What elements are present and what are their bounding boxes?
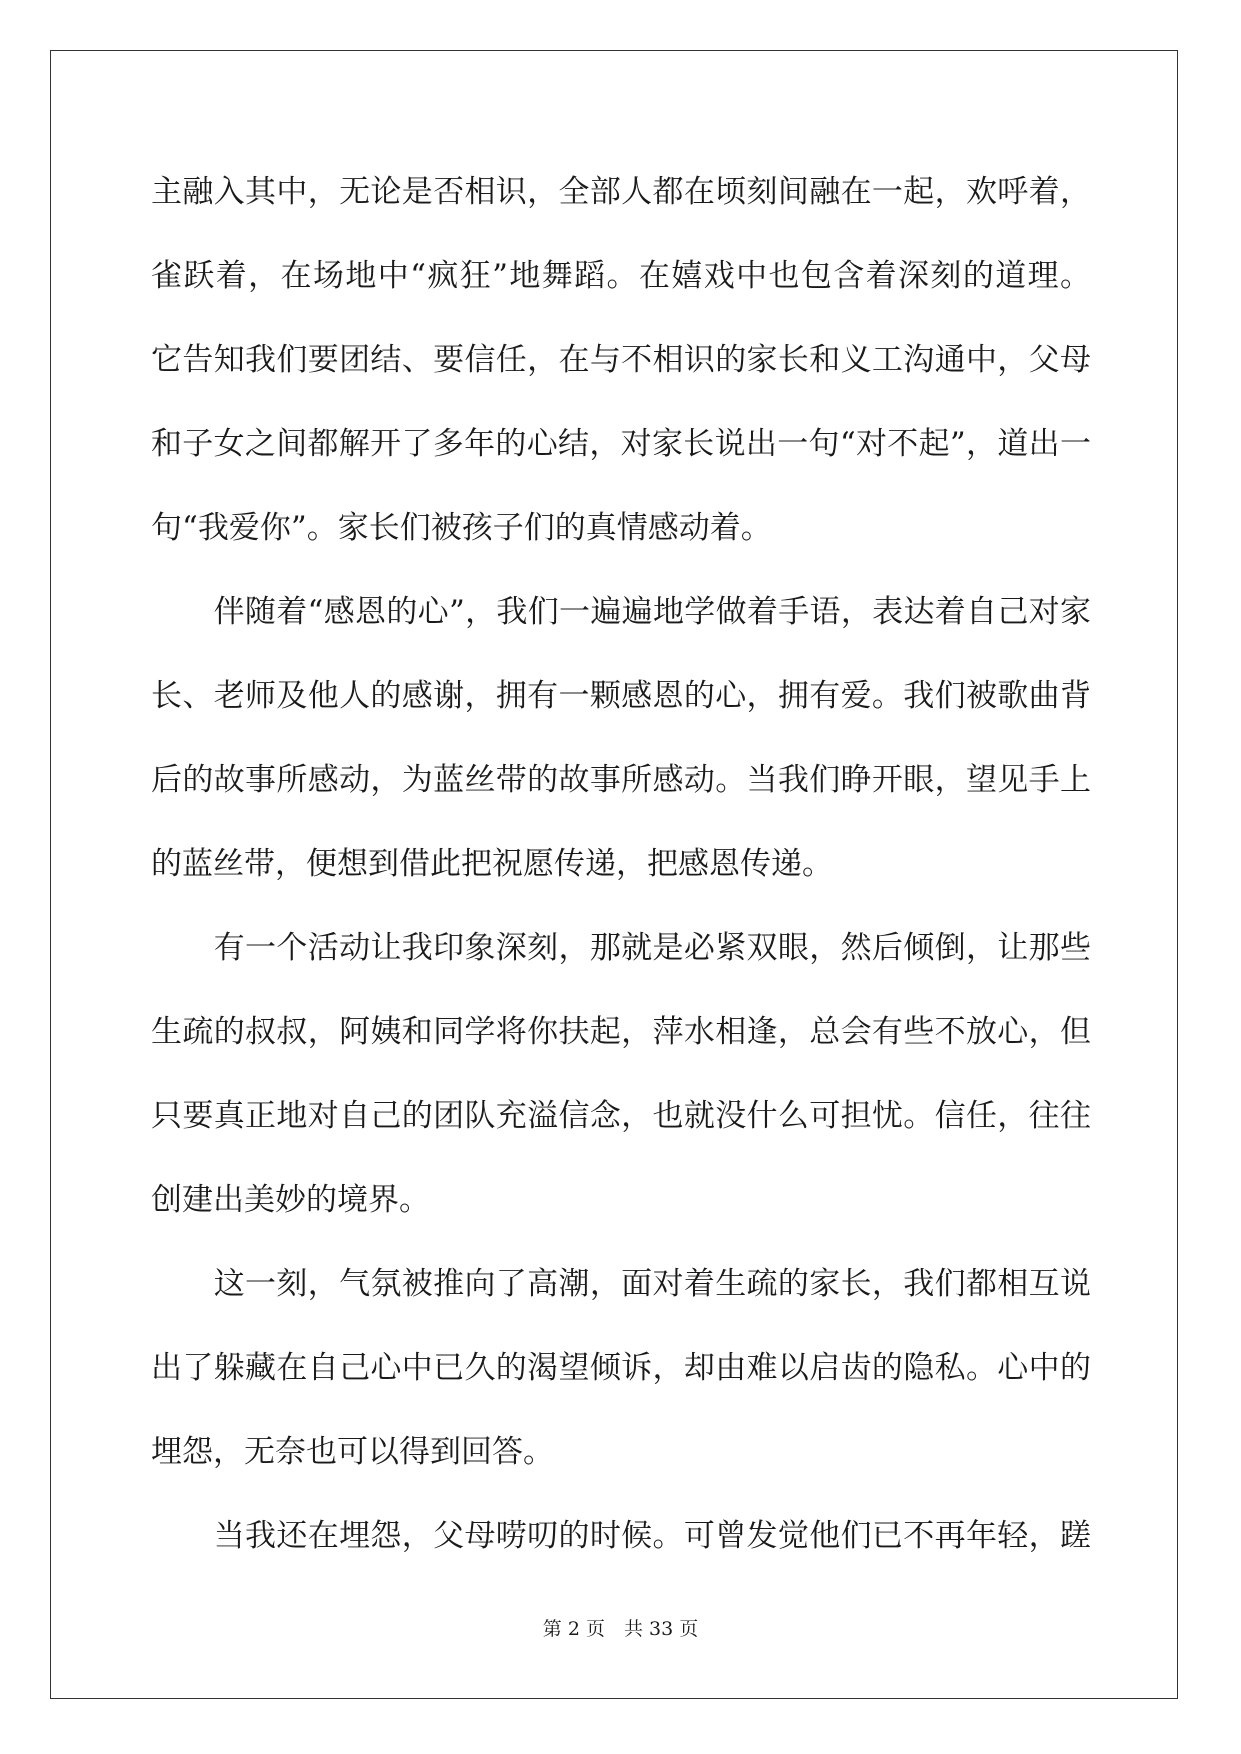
text-line: 有一个活动让我印象深刻，那就是必紧双眼，然后倾倒，让那些 xyxy=(151,930,1091,966)
text-line: 只要真正地对自己的团队充溢信念，也就没什么可担忧。信任，往往 xyxy=(151,1098,1091,1134)
text-line: 和子女之间都解开了多年的心结，对家长说出一句“对不起”，道出一 xyxy=(151,426,1091,462)
text-line: 主融入其中，无论是否相识，全部人都在顷刻间融在一起，欢呼着， xyxy=(151,174,1091,210)
text-line: 创建出美妙的境界。 xyxy=(151,1182,430,1218)
text-line: 它告知我们要团结、要信任，在与不相识的家长和义工沟通中，父母 xyxy=(151,342,1091,378)
text-line: 句“我爱你”。家长们被孩子们的真情感动着。 xyxy=(151,510,772,546)
document-body xyxy=(151,150,1091,1578)
text-line: 长、老师及他人的感谢，拥有一颗感恩的心，拥有爱。我们被歌曲背 xyxy=(151,678,1091,714)
text-line: 雀跃着，在场地中“疯狂”地舞蹈。在嬉戏中也包含着深刻的道理。 xyxy=(151,258,1091,294)
text-line: 伴随着“感恩的心”，我们一遍遍地学做着手语，表达着自己对家 xyxy=(151,594,1091,630)
text-line: 当我还在埋怨，父母唠叨的时候。可曾发觉他们已不再年轻，蹉 xyxy=(151,1518,1091,1554)
text-line: 后的故事所感动，为蓝丝带的故事所感动。当我们睁开眼，望见手上 xyxy=(151,762,1091,798)
text-line: 的蓝丝带，便想到借此把祝愿传递，把感恩传递。 xyxy=(151,846,833,882)
text-line: 埋怨，无奈也可以得到回答。 xyxy=(151,1434,554,1470)
text-line: 出了躲藏在自己心中已久的渴望倾诉，却由难以启齿的隐私。心中的 xyxy=(151,1350,1091,1386)
text-line: 这一刻，气氛被推向了高潮，面对着生疏的家长，我们都相互说 xyxy=(151,1266,1091,1302)
page-number-footer: 第 2 页 共 33 页 xyxy=(542,1618,699,1640)
text-line: 生疏的叔叔，阿姨和同学将你扶起，萍水相逢，总会有些不放心，但 xyxy=(151,1014,1091,1050)
